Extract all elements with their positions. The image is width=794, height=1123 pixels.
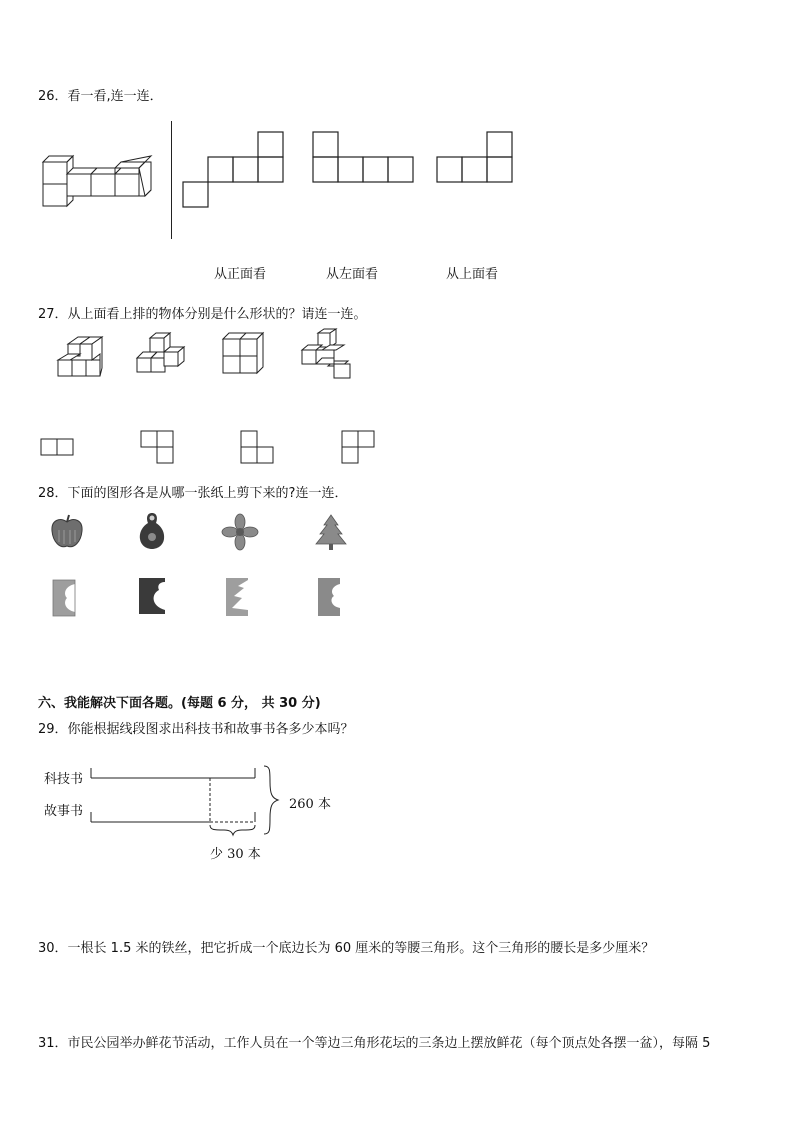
q27-shape-3 bbox=[240, 430, 276, 466]
q26-view-left bbox=[312, 130, 422, 190]
q26-view-top bbox=[436, 130, 526, 190]
q26-caption-left: 从左面看 bbox=[326, 267, 379, 282]
section-6-title: 六、我能解决下面各题。(每题 6 分， 共 30 分) bbox=[38, 696, 321, 711]
q30-label: 30．一根长 1.5 米的铁丝，把它折成一个底边长为 60 厘米的等腰三角形。这个三角形的腰长是多少厘米？ bbox=[38, 941, 655, 956]
q26-solid-figure bbox=[40, 152, 160, 212]
q27-shape-4 bbox=[341, 430, 377, 466]
q29-segment-diagram bbox=[88, 762, 288, 842]
q28-paper-3 bbox=[224, 576, 252, 618]
q31-label: 31．市民公园举办鲜花节活动，工作人员在一个等边三角形花坛的三条边上摆放鲜花（每个顶点处各摆一盆），每隔 5 bbox=[38, 1036, 711, 1051]
q29-total-label: 260 本 bbox=[289, 797, 331, 812]
q28-label: 28．下面的图形各是从哪一张纸上剪下来的?连一连． bbox=[38, 486, 348, 501]
flower-icon bbox=[222, 514, 258, 550]
q26-label: 26．看一看,连一连． bbox=[38, 89, 163, 104]
q28-paper-1 bbox=[51, 578, 79, 618]
q26-caption-front: 从正面看 bbox=[214, 267, 267, 282]
q28-paper-2 bbox=[137, 576, 167, 616]
q27-object-2 bbox=[136, 332, 186, 382]
q27-object-1 bbox=[56, 336, 106, 381]
q26-divider bbox=[171, 121, 172, 239]
gourd-icon bbox=[137, 512, 167, 550]
q29-label: 29．你能根据线段图求出科技书和故事书各多少本吗？ bbox=[38, 722, 354, 737]
apple-icon bbox=[50, 514, 84, 550]
q26-view-front bbox=[182, 130, 282, 210]
q27-object-3 bbox=[222, 332, 272, 382]
q27-shape-1 bbox=[40, 438, 76, 458]
q29-row-story: 故事书 bbox=[44, 804, 84, 819]
q29-row-science: 科技书 bbox=[44, 772, 84, 787]
q27-object-4 bbox=[300, 328, 355, 380]
q27-label: 27．从上面看上排的物体分别是什么形状的？请连一连。 bbox=[38, 307, 367, 322]
q26-caption-top: 从上面看 bbox=[446, 267, 499, 282]
q27-shape-2 bbox=[140, 430, 176, 466]
q28-paper-4 bbox=[316, 576, 344, 618]
tree-icon bbox=[314, 514, 348, 550]
q29-difference-label: 少 30 本 bbox=[210, 847, 261, 862]
